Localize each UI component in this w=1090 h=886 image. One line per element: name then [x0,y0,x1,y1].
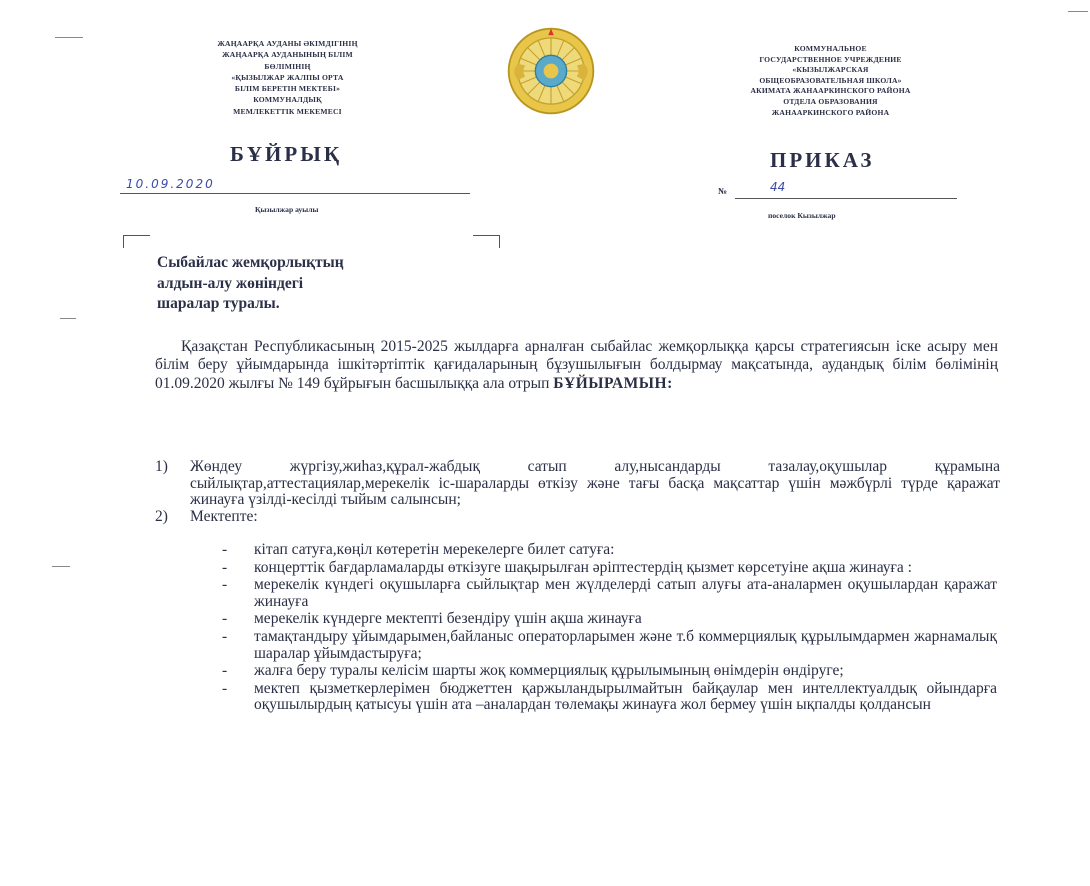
bullet-dash: - [222,627,228,645]
list-item-text: жалға беру туралы келісім шарты жоқ коммерциялық құрылымының өнімдерін өндіруге; [254,662,844,680]
order-date-handwritten: 10.09.2020 [126,177,215,191]
order-number-handwritten: 44 [770,180,786,194]
intro-text: Қазақстан Республикасының 2015-2025 жылдарға арналған сыбайлас жемқорлыққа қарсы стратегиясын іске асыру мен білім беру ұйымдарында ішкітәртіптік қағидаларының бұзушылығын болдырмау мақсатында, аудандық білім бөлімінің 01.09.2020 жылғы № 149 бұйрығын басшылыққа ала отрып [155,338,998,392]
header-institution-ru [683,44,978,118]
intro-paragraph [155,338,998,393]
list-item [222,560,997,577]
header-ru-line: ОТДЕЛА ОБРАЗОВАНИЯ [783,96,878,106]
header-kz-line: БӨЛІМІНІҢ [264,61,311,71]
header-ru-line: ОБЩЕОБРАЗОВАТЕЛЬНАЯ ШКОЛА» [759,75,902,85]
scan-margin-mark [60,318,76,319]
header-kz-line: ЖАҢААРҚА АУДАНЫНЫҢ БІЛІМ [222,50,353,60]
list-item-text: мерекелік күндегі оқушыларға сыйлықтар мен жүлделерді сатып алуғы ата-аналармен оқушылардан қаражат жинауға [254,576,997,610]
date-underline [120,193,470,194]
list-item-text: мектеп қызметкерлерімен бюджеттен қаржыландырылмайтын байқаулар мен интеллектуалдық ойындарға оқушылырдың қатысуы үшін ата –аналардан төлемақы жинауға жол бермеу үшін ықпалды қолдансын [254,679,997,714]
item-number: 2) [155,507,168,525]
scan-margin-mark [1068,11,1088,12]
list-item-text: тамақтандыру ұйымдарымен,байланыс операторларымен және т.б коммерциялық құрылымдармен жарнамалық шаралар ұйымдастыруға; [254,627,997,662]
subject-bracket-left [123,235,150,248]
list-item [222,611,997,628]
bullet-dash: - [222,662,228,680]
state-emblem-icon [505,25,597,117]
bullet-dash: - [222,541,228,558]
list-item-text: кітап сатуға,көңіл көтеретін мерекелерге билет сатуға: [254,541,615,558]
list-item [222,629,997,662]
header-kz-line: КОММУНАЛДЫҚ [253,95,322,105]
subject-line: Сыбайлас жемқорлықтың [157,254,344,271]
subject-bracket-right [473,235,500,248]
header-kz-line: ЖАҢААРҚА АУДАНЫ ӘКІМДІГІНІҢ [217,39,358,48]
order-item [155,459,1000,509]
bullet-dash: - [222,576,228,594]
header-kz-line: «ҚЫЗЫЛЖАР ЖАЛПЫ ОРТА [231,72,344,82]
list-item [222,577,997,610]
header-ru-line: ГОСУДАРСТВЕННОЕ УЧРЕЖДЕНИЕ [759,54,902,64]
item-text: Мектепте: [190,507,258,525]
order-title-kz: БҰЙРЫҚ [230,142,343,166]
order-title-ru: ПРИКАЗ [770,148,875,172]
school-prohibitions-list [222,542,997,715]
place-kz: Қызылжар ауылы [255,205,319,214]
header-ru-line: «КЫЗЫЛЖАРСКАЯ [792,65,869,75]
subject-line: шаралар туралы. [157,295,280,312]
bullet-dash: - [222,679,228,697]
order-item [155,509,1000,526]
order-number-label: № [718,186,728,196]
item-number: 1) [155,458,168,475]
list-item [222,542,997,559]
place-ru: поселок Кызылжар [768,211,836,220]
scan-margin-mark [52,566,70,567]
list-item-text: мерекелік күндерге мектепті безендіру үшін ақша жинауға [254,610,642,628]
subject-line: алдын-алу жөніндегі [157,274,304,292]
scan-margin-mark [55,37,83,38]
bullet-dash: - [222,558,228,576]
header-ru-line: КОММУНАЛЬНОЕ [794,44,867,53]
number-underline [735,198,957,199]
header-institution-kz [180,38,395,117]
item-text: Жөндеу жүргізу,жиһаз,құрал-жабдық сатып алу,нысандарды тазалау,оқушылар құрамына сыйлықтар,аттестациялар,мерекелік іс-шараларды өткізу және тағы басқа мақсаттар үшін мәжбүрлі түрде қаражат жинауға үзілді-кесілді тыйым салынсын; [190,458,1000,509]
list-item [222,681,997,714]
list-item-text: концерттік бағдарламаларды өткізуге шақырылған әріптестердің қызмет көрсетуіне ақша жинауға : [254,558,912,576]
header-kz-line: БІЛІМ БЕРЕТІН МЕКТЕБІ» [234,84,341,94]
header-ru-line: АКИМАТА ЖАНААРКИНСКОГО РАЙОНА [750,86,911,96]
order-subject [157,253,487,315]
order-directive: БҰЙЫРАМЫН: [553,374,673,392]
header-ru-line: ЖАНААРКИНСКОГО РАЙОНА [771,107,890,117]
order-items [155,459,1000,525]
header-kz-line: МЕМЛЕКЕТТІК МЕКЕМЕСІ [233,106,342,116]
bullet-dash: - [222,610,228,628]
list-item [222,663,997,680]
